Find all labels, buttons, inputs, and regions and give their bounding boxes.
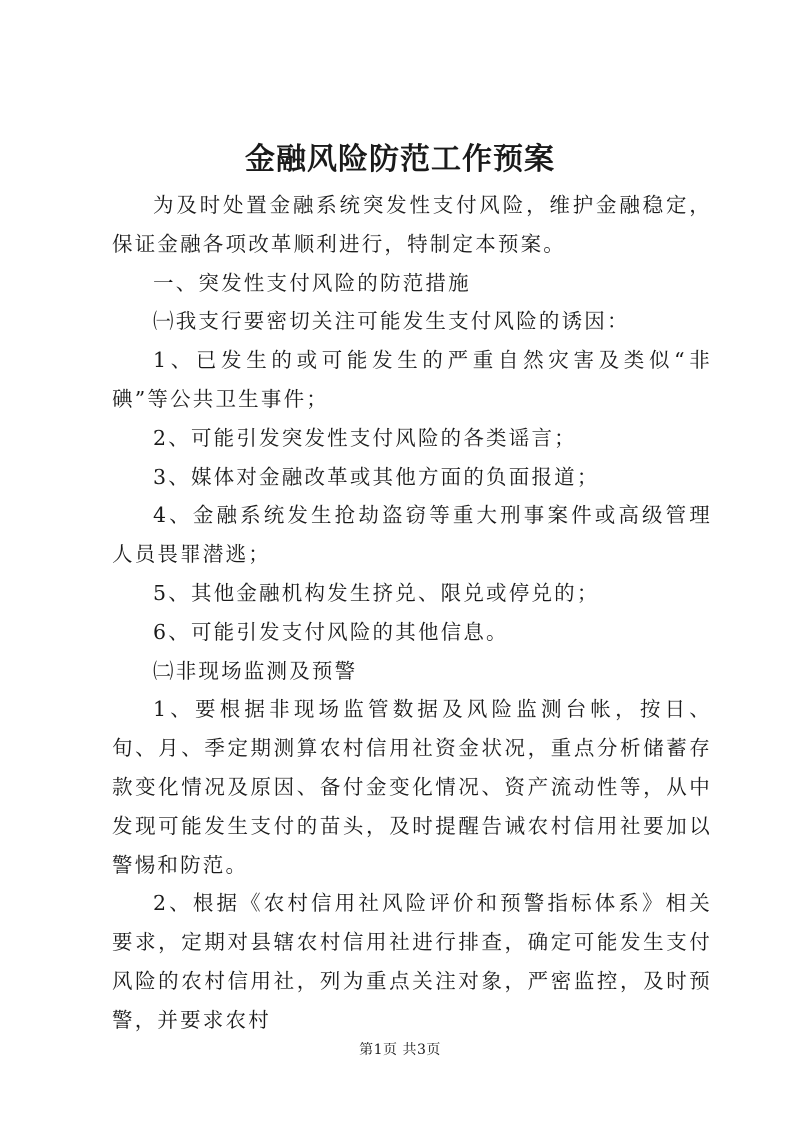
list-item: 3、媒体对金融改革或其他方面的负面报道； — [153, 464, 600, 489]
list-item: 5、其他金融机构发生挤兑、限兑或停兑的； — [153, 580, 600, 605]
list-item: 4、金融系统发生抢劫盗窃等重大刑事案件或高级管理人员畏罪潜逃； — [112, 503, 712, 567]
list-item: 1、要根据非现场监管数据及风险监测台帐，按日、旬、月、季定期测算农村信用社资金状况，重点分析储蓄存款变化情况及原因、备付金变化情况、资产流动性等，从中发现可能发生支付的苗头，及时提醒告诫农村信用社要加以警惕和防范。 — [112, 697, 712, 877]
document-body — [112, 186, 712, 1040]
list-item: 1、已发生的或可能发生的严重自然灾害及类似“非碘”等公共卫生事件； — [112, 348, 712, 411]
page-number-footer: 第1页 共3页 — [359, 1042, 441, 1058]
section-heading-1: 一、突发性支付风险的防范措施 — [153, 270, 471, 295]
list-item: 6、可能引发支付风险的其他信息。 — [153, 619, 509, 644]
subsection-heading-1: ㈠我支行要密切关注可能发生支付风险的诱因： — [153, 309, 630, 334]
subsection-heading-2: ㈡非现场监测及预警 — [153, 658, 358, 683]
document-title: 金融风险防范工作预案 — [245, 142, 555, 177]
list-item: 2、根据《农村信用社风险评价和预警指标体系》相关要求，定期对县辖农村信用社进行排查，确定可能发生支付风险的农村信用社，列为重点关注对象，严密监控，及时预警，并要求农村 — [112, 891, 712, 1032]
list-item: 2、可能引发突发性支付风险的各类谣言； — [153, 425, 577, 450]
paragraph-intro: 为及时处置金融系统突发性支付风险，维护金融稳定，保证金融各项改革顺利进行，特制定本预案。 — [112, 193, 712, 256]
